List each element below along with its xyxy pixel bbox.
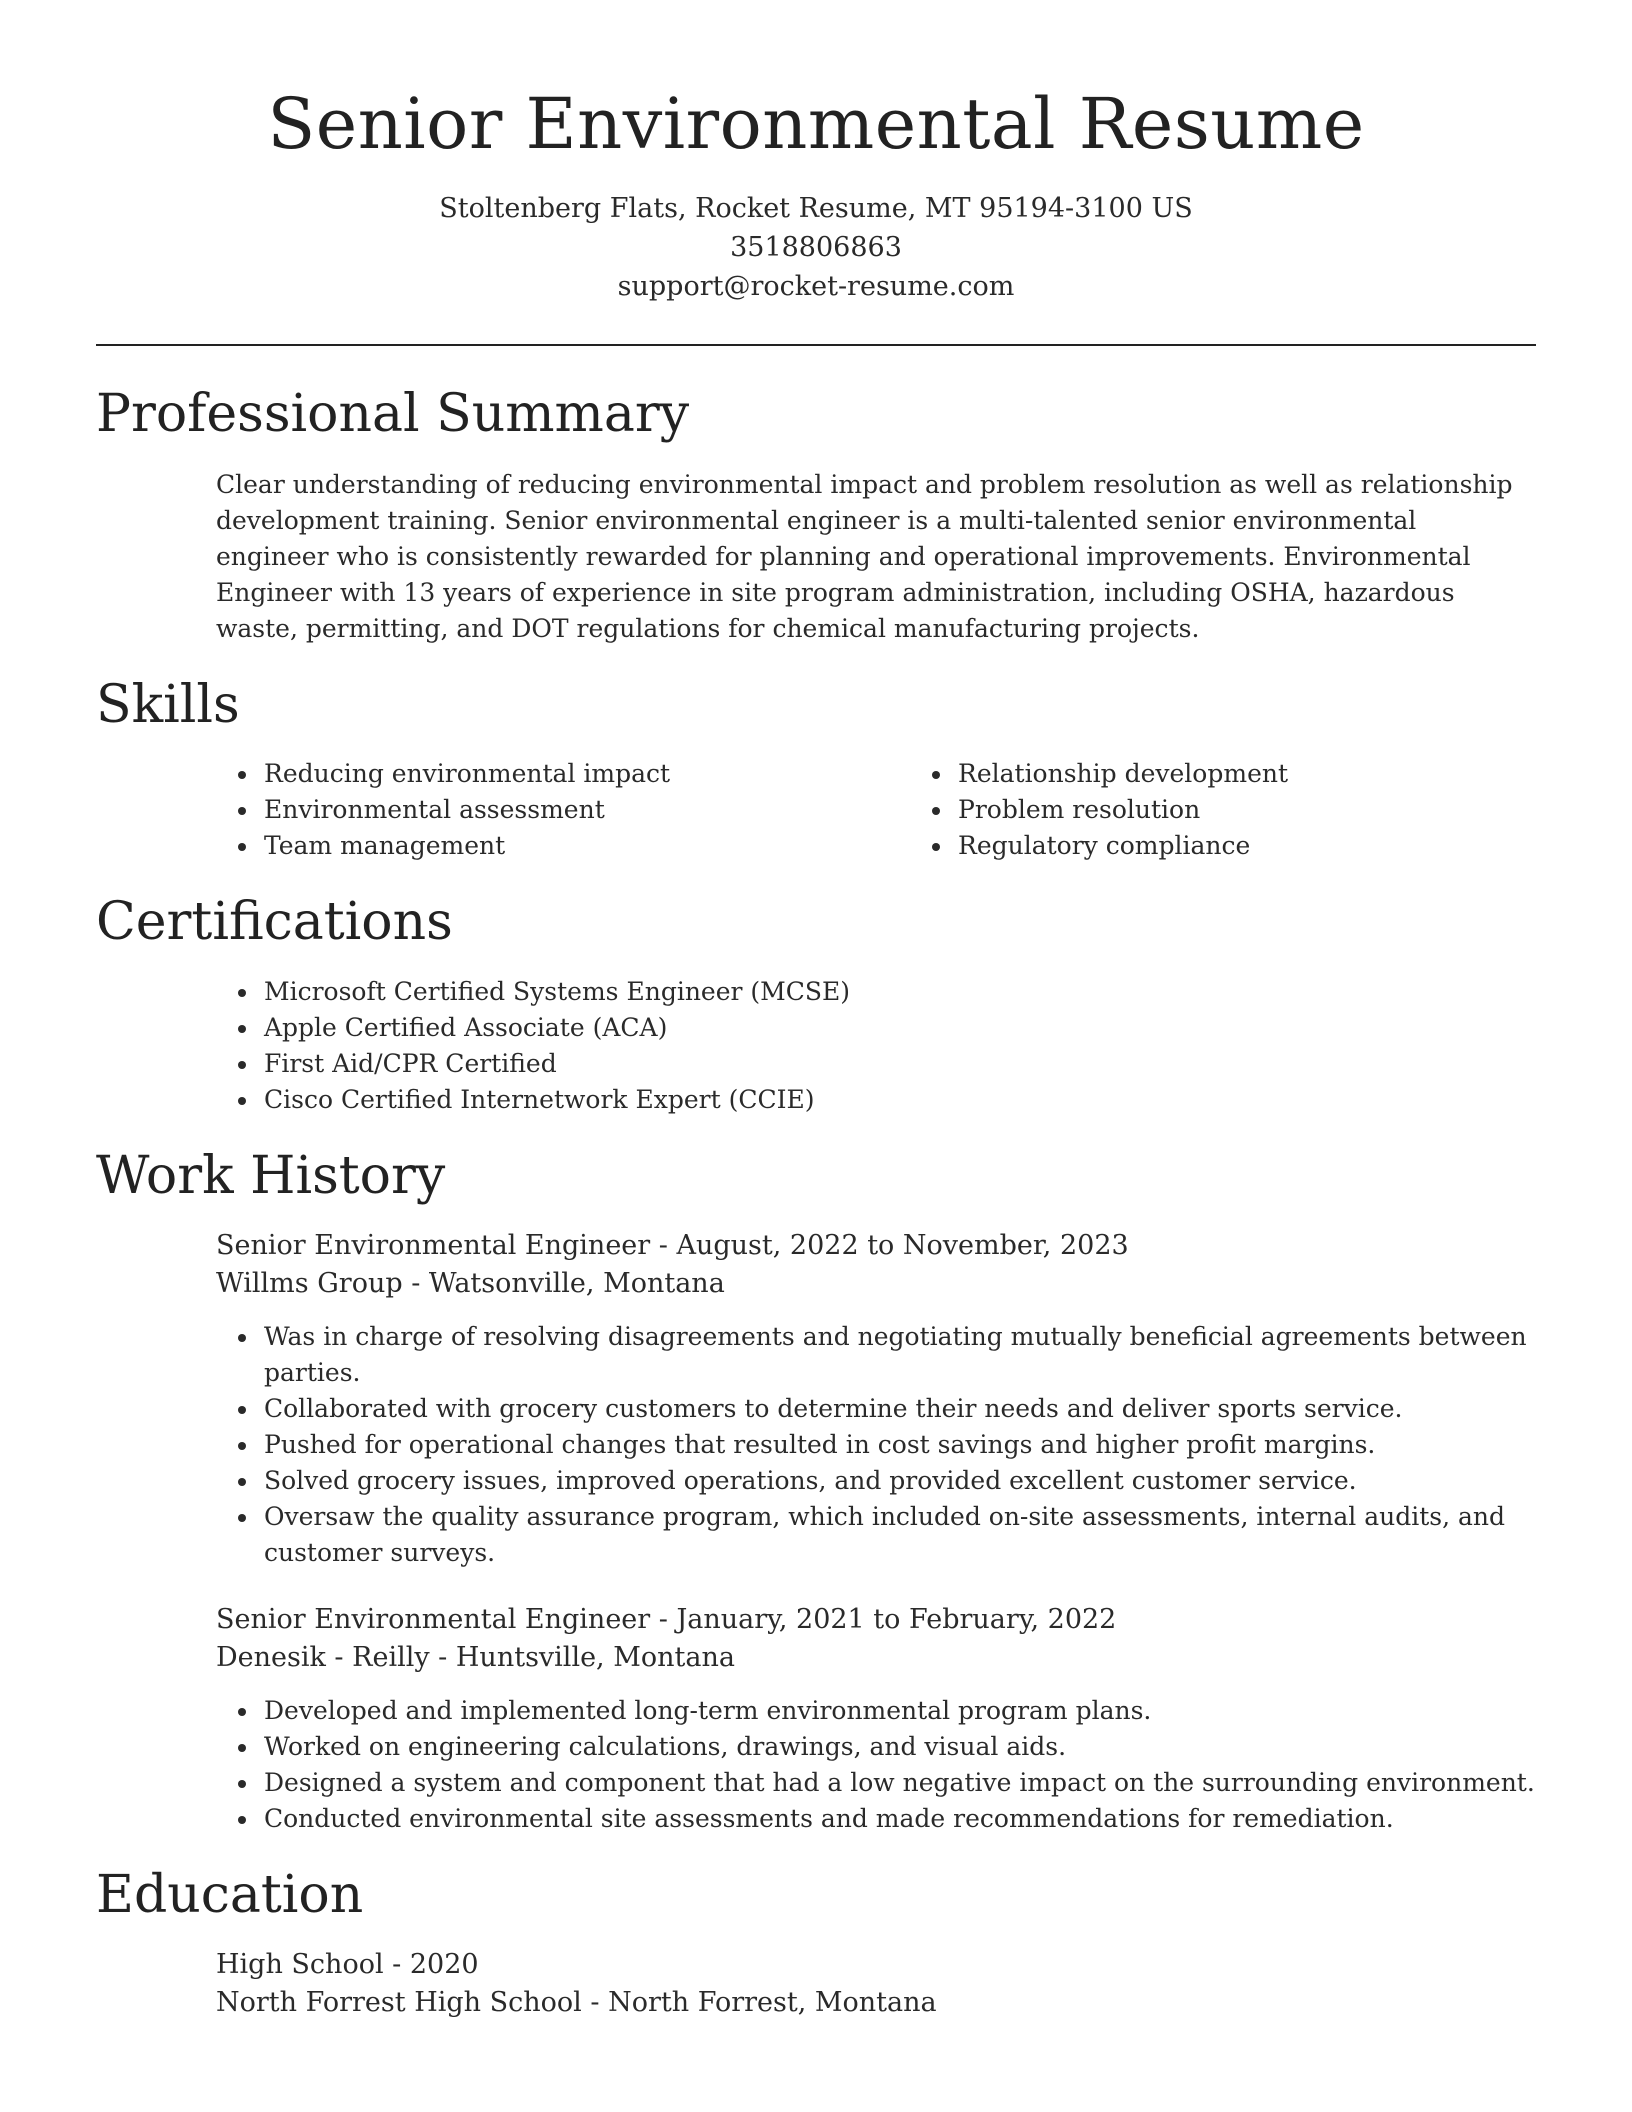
certifications-body [216,974,1536,1118]
skills-section [96,677,1536,864]
education-section [96,1864,1536,2022]
phone: 3518806863 [730,232,902,263]
job-bullet: • Was in charge of resolving disagreements and negotiating mutually beneficial agreements between parties. [260,1319,1536,1391]
job-bullet: • Developed and implemented long-term environmental program plans. [260,1693,1536,1729]
job-bullet: • Collaborated with grocery customers to determine their needs and deliver sports service. [260,1391,1536,1427]
skill-item: • Team management [260,828,910,864]
address: Stoltenberg Flats, Rocket Resume, MT 95194-3100 US [439,193,1193,224]
certification-item: • Cisco Certified Internetwork Expert (CCIE) [260,1082,1536,1118]
certifications-heading: Certifications [96,892,453,953]
certification-item: • Microsoft Certified Systems Engineer (MCSE) [260,974,1536,1010]
job-bullet: • Pushed for operational changes that resulted in cost savings and higher profit margins. [260,1427,1536,1463]
job-title: Senior Environmental Engineer - August, 2022 to November, 2023 [216,1229,1129,1261]
certification-item: • First Aid/CPR Certified [260,1046,1536,1082]
skills-heading: Skills [96,675,240,736]
education-entry [216,1946,1536,2022]
job-bullets [216,1319,1536,1571]
education-school: North Forrest High School - North Forrest, Montana [216,1986,937,2018]
summary-text: Clear understanding of reducing environmental impact and problem resolution as well as relationship development training. Senior environmental engineer is a multi-talented senior environmental engineer who is consistently rewarded for planning and operational improvements. Environmental Engineer with 13 years of experience in site program administration, including OSHA, hazardous waste, permitting, and DOT regulations for chemical manufacturing projects. [216,470,1513,644]
header-divider [96,344,1536,346]
skill-item: • Environmental assessment [260,792,910,828]
email: support@rocket-resume.com [617,271,1015,302]
education-heading: Education [96,1864,364,1925]
job-bullet: • Worked on engineering calculations, drawings, and visual aids. [260,1729,1536,1765]
education-degree: High School - 2020 [216,1948,479,1980]
skills-list-right [910,756,1604,864]
skill-item: • Relationship development [954,756,1604,792]
skill-item: • Problem resolution [954,792,1604,828]
job-employer: Denesik - Reilly - Huntsville, Montana [216,1641,735,1673]
job-bullet: • Solved grocery issues, improved operations, and provided excellent customer service. [260,1463,1536,1499]
job-bullets [216,1693,1536,1837]
skill-item: • Regulatory compliance [954,828,1604,864]
skills-grid [216,756,1536,864]
summary-heading: Professional Summary [96,384,690,444]
work-history-heading: Work History [96,1145,446,1206]
work-history-section [96,1145,1536,1837]
job-bullet: • Oversaw the quality assurance program, which included on-site assessments, internal audits, and customer surveys. [260,1499,1536,1571]
job-bullet: • Conducted environmental site assessments and made recommendations for remediation. [260,1801,1536,1837]
skills-list-left [216,756,910,864]
job-entry [216,1601,1536,1837]
resume-page [96,0,1536,2022]
contact-block [96,189,1536,306]
certifications-section [96,894,1536,1117]
job-title: Senior Environmental Engineer - January, 2021 to February, 2022 [216,1603,1117,1635]
summary-section [96,386,1536,647]
job-bullet: • Designed a system and component that had a low negative impact on the surrounding environment. [260,1765,1536,1801]
job-entry [216,1227,1536,1571]
certifications-list [216,974,1536,1118]
resume-title: Senior Environmental Resume [267,83,1365,165]
certification-item: • Apple Certified Associate (ACA) [260,1010,1536,1046]
skill-item: • Reducing environmental impact [260,756,910,792]
job-employer: Willms Group - Watsonville, Montana [216,1267,725,1299]
